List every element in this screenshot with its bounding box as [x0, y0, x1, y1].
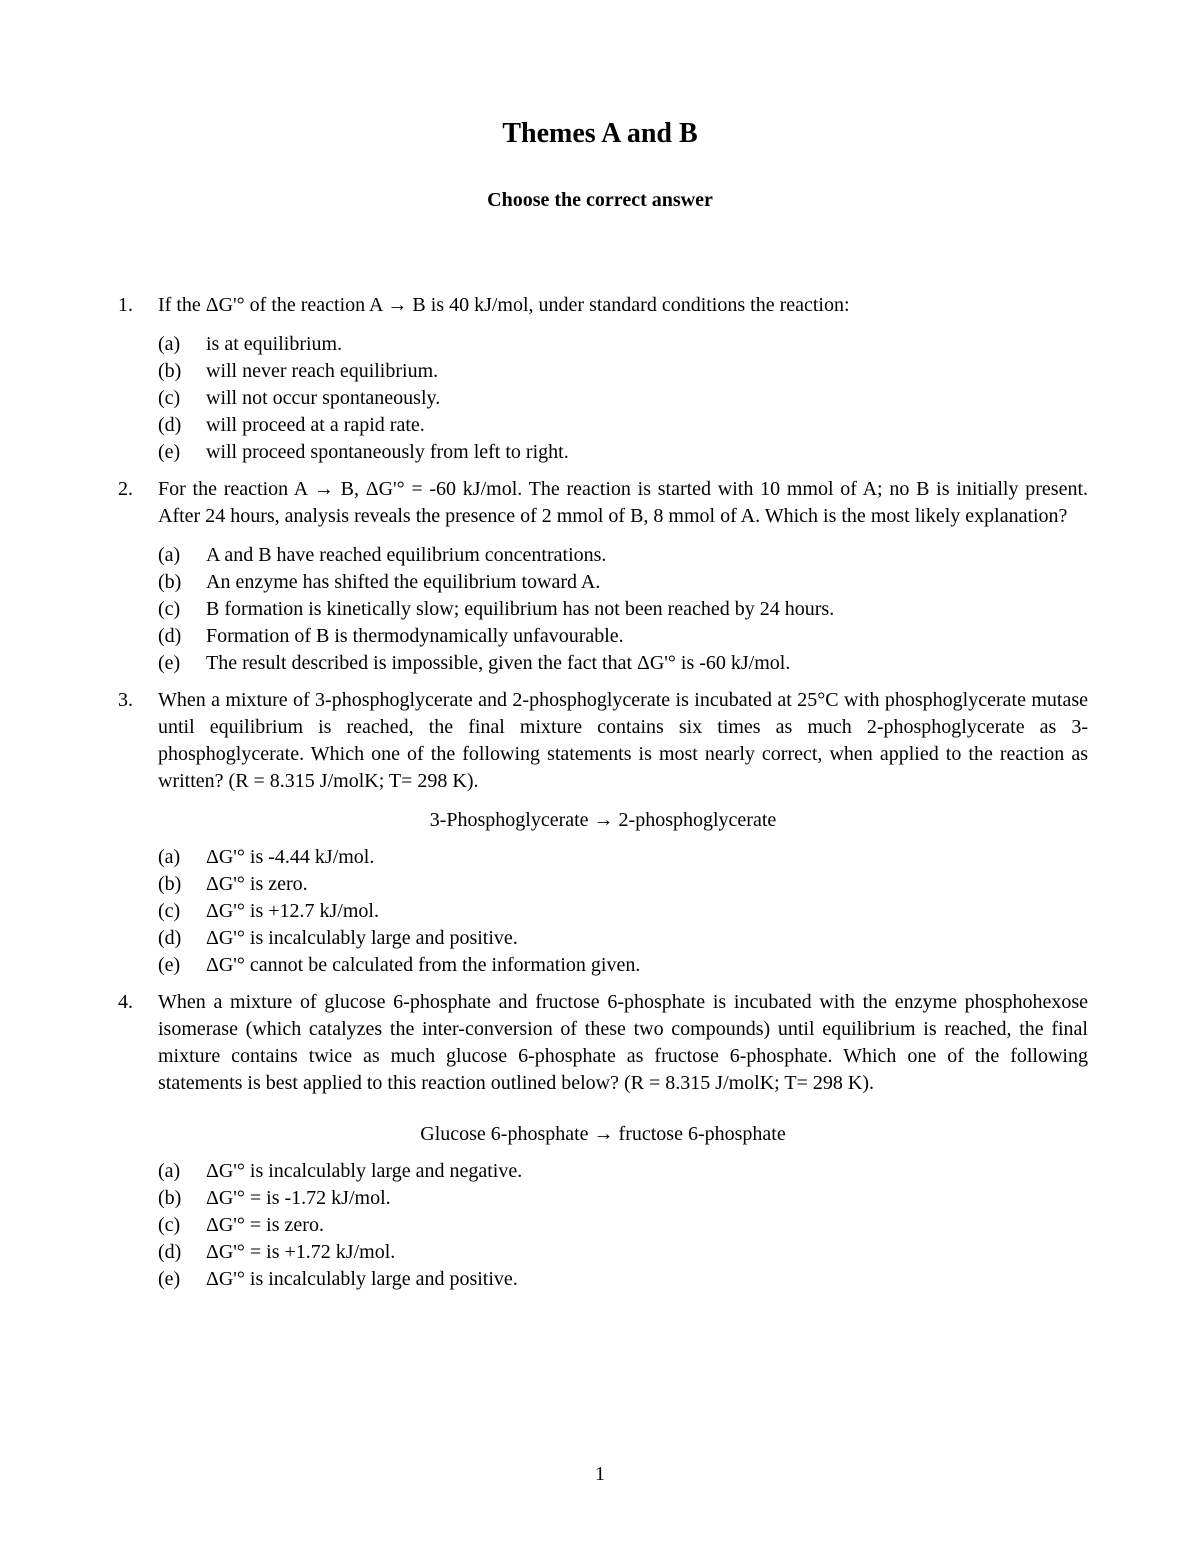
option-label: (b): [158, 360, 182, 382]
option-label: (c): [158, 598, 181, 620]
option-text: ΔG'° is incalculably large and negative.: [206, 1160, 523, 1182]
option-label: (c): [158, 900, 181, 922]
option-a[interactable]: [158, 331, 1088, 358]
question-text: When a mixture of 3-phosphoglycerate and 2-phosphoglycerate is incubated at 25°C with phosphoglycerate mutase until equilibrium is reached, the final mixture contains six times as much 2-phosphoglycerate as 3-phosphoglycerate. Which one of the following statements is most nearly correct, when applied to the reaction as written? (R = 8.315 J/molK; T= 298 K).: [158, 689, 1088, 792]
question-4: [118, 989, 1088, 1293]
option-list: [158, 331, 1088, 466]
question-1: [118, 292, 1088, 466]
option-text: ΔG'° = is -1.72 kJ/mol.: [206, 1187, 391, 1209]
option-label: (b): [158, 571, 182, 593]
option-b[interactable]: [158, 1185, 1088, 1212]
reaction-equation: Glucose 6-phosphate → fructose 6-phosphate: [420, 1123, 786, 1145]
option-e[interactable]: [158, 439, 1088, 466]
option-text: ΔG'° = is +1.72 kJ/mol.: [206, 1241, 396, 1263]
option-label: (a): [158, 544, 181, 566]
option-list: [158, 1158, 1088, 1293]
question-number: 1.: [118, 294, 133, 316]
option-c[interactable]: [158, 385, 1088, 412]
option-text: is at equilibrium.: [206, 333, 343, 355]
option-label: (e): [158, 954, 181, 976]
option-label: (c): [158, 1214, 181, 1236]
option-text: Formation of B is thermodynamically unfavourable.: [206, 625, 624, 647]
option-label: (e): [158, 1268, 181, 1290]
option-text: ΔG'° is incalculably large and positive.: [206, 927, 518, 949]
option-b[interactable]: [158, 871, 1088, 898]
option-text: A and B have reached equilibrium concentrations.: [206, 544, 607, 566]
option-b[interactable]: [158, 569, 1088, 596]
page-number: 1: [595, 1463, 605, 1485]
option-text: ΔG'° is incalculably large and positive.: [206, 1268, 518, 1290]
option-text: will proceed spontaneously from left to right.: [206, 441, 569, 463]
question-text: If the ΔG'° of the reaction A → B is 40 kJ/mol, under standard conditions the reaction:: [158, 294, 850, 316]
option-text: will proceed at a rapid rate.: [206, 414, 425, 436]
option-label: (d): [158, 414, 182, 436]
option-label: (d): [158, 927, 182, 949]
option-list: [158, 542, 1088, 677]
option-text: An enzyme has shifted the equilibrium toward A.: [206, 571, 601, 593]
option-label: (a): [158, 846, 181, 868]
option-e[interactable]: [158, 650, 1088, 677]
option-text: ΔG'° is zero.: [206, 873, 308, 895]
question-number: 4.: [118, 991, 133, 1013]
option-text: B formation is kinetically slow; equilibrium has not been reached by 24 hours.: [206, 598, 835, 620]
option-label: (a): [158, 333, 181, 355]
option-c[interactable]: [158, 898, 1088, 925]
question-2: [118, 476, 1088, 677]
option-text: ΔG'° is -4.44 kJ/mol.: [206, 846, 375, 868]
option-d[interactable]: [158, 412, 1088, 439]
option-text: will not occur spontaneously.: [206, 387, 441, 409]
option-text: will never reach equilibrium.: [206, 360, 439, 382]
option-label: (a): [158, 1160, 181, 1182]
question-3: [118, 687, 1088, 979]
question-number: 2.: [118, 478, 133, 500]
option-a[interactable]: [158, 1158, 1088, 1185]
option-label: (e): [158, 652, 181, 674]
option-label: (b): [158, 1187, 182, 1209]
option-text: ΔG'° = is zero.: [206, 1214, 324, 1236]
option-d[interactable]: [158, 925, 1088, 952]
question-number: 3.: [118, 689, 133, 711]
option-label: (d): [158, 625, 182, 647]
option-text: The result described is impossible, given the fact that ΔG'° is -60 kJ/mol.: [206, 652, 791, 674]
option-label: (e): [158, 441, 181, 463]
option-e[interactable]: [158, 952, 1088, 979]
option-label: (c): [158, 387, 181, 409]
option-b[interactable]: [158, 358, 1088, 385]
option-a[interactable]: [158, 542, 1088, 569]
option-label: (d): [158, 1241, 182, 1263]
question-list: [118, 292, 1088, 1303]
option-label: (b): [158, 873, 182, 895]
option-d[interactable]: [158, 1239, 1088, 1266]
option-e[interactable]: [158, 1266, 1088, 1293]
option-text: ΔG'° cannot be calculated from the information given.: [206, 954, 641, 976]
option-text: ΔG'° is +12.7 kJ/mol.: [206, 900, 379, 922]
option-a[interactable]: [158, 844, 1088, 871]
option-c[interactable]: [158, 596, 1088, 623]
page-subtitle: Choose the correct answer: [487, 189, 713, 211]
question-text: For the reaction A → B, ΔG'° = -60 kJ/mol. The reaction is started with 10 mmol of A; no B is initially present. After 24 hours, analysis reveals the presence of 2 mmol of B, 8 mmol of A. Which is the most likely explanation?: [158, 478, 1088, 527]
option-c[interactable]: [158, 1212, 1088, 1239]
question-text: When a mixture of glucose 6-phosphate and fructose 6-phosphate is incubated with the enzyme phosphohexose isomerase (which catalyzes the inter-conversion of these two compounds) until equilibrium is reached, the final mixture contains twice as much glucose 6-phosphate as fructose 6-phosphate. Which one of the following statements is best applied to this reaction outlined below? (R = 8.315 J/molK; T= 298 K).: [158, 991, 1088, 1094]
reaction-equation: 3-Phosphoglycerate → 2-phosphoglycerate: [429, 809, 777, 831]
page-title: Themes A and B: [502, 118, 698, 149]
option-list: [158, 844, 1088, 979]
option-d[interactable]: [158, 623, 1088, 650]
